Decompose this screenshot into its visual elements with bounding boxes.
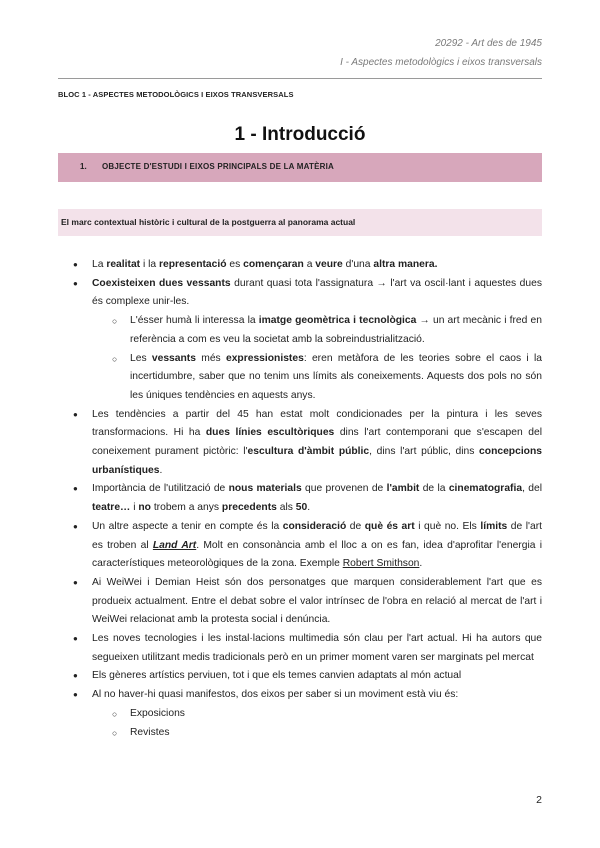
list-item: ● La realitat i la representació es començaran a veure d'una altra manera. xyxy=(58,256,542,275)
page-title: 1 - Introducció xyxy=(234,124,366,145)
list-item: ● Importància de l'utilització de nous materials que provenen de l'ambit de la cinematografia, del teatre… i no trobem a anys precedents als 50. xyxy=(58,480,542,517)
sub-list-item: ○ L'ésser humà li interessa la imatge geomètrica i tecnològica → un art mecànic i fred en referència a com es veu la societat amb la sobreindustrialització. xyxy=(92,312,542,349)
sub-list-item: ○ Exposicions xyxy=(92,705,542,724)
section-number: 1. xyxy=(80,162,87,171)
list-item: ● Les noves tecnologies i les instal·lacions multimedia són clau per l'art actual. Hi ha autors que segueixen utilitzant medis tradicionals però en un primer moment varen ser marginats pel mercat xyxy=(58,630,542,667)
sub-list xyxy=(92,705,542,742)
subsection-heading-band xyxy=(58,209,542,236)
bloc-heading: BLOC 1 - ASPECTES METODOLÒGICS I EIXOS TRANSVERSALS xyxy=(58,90,294,99)
sub-list xyxy=(92,312,542,406)
list-item: ● Les tendències a partir del 45 han estat molt condicionades per la pintura i les seves transformacions. Hi ha dues línies escultòriques dins l'art contemporani que s'escapen del coneixement purament pictòric: l'escultura d'àmbit públic, dins l'art públic, dins concepcions urbanístiques. xyxy=(58,406,542,481)
list-item: ● Un altre aspecte a tenir en compte és la consideració de què és art i què no. Els límits de l'art es troben al Land Art. Molt en consonància amb el lloc a on es fan, idea d'aprofitar l'energia i característiques meteorològiques de la zona. Exemple Robert Smithson. xyxy=(58,518,542,574)
list-item: ● Coexisteixen dues vessants durant quasi tota l'assignatura → l'art va oscil·lant i aquestes dues és complexe unir-les. ○ L'ésser humà li interessa la imatge geomètrica i tecnològica → un art mecànic i fred en referència a com es veu la societat amb la sobreindustrialització. ○ Les vessants més expressionistes: eren metàfora de les teories sobre el caos i la incertidumbre, saber que no tenim uns límits als coneixements. Aquests dos pols no són les úniques tendències en aquests anys. xyxy=(58,275,542,406)
bullet-list xyxy=(58,256,542,742)
list-item: ● Els gèneres artístics perviuen, tot i que els temes canvien adaptats al món actual xyxy=(58,667,542,686)
header-topic: I - Aspectes metodològics i eixos transversals xyxy=(340,57,542,68)
subsection-title: El marc contextual històric i cultural de la postguerra al panorama actual xyxy=(61,217,356,227)
robert-smithson-link[interactable]: Robert Smithson xyxy=(342,558,420,570)
page-number: 2 xyxy=(536,794,542,806)
sub-list-item: ○ Les vessants més expressionistes: eren metàfora de les teories sobre el caos i la incertidumbre, saber que no tenim uns límits als coneixements. Aquests dos pols no són les úniques tendències en aquests anys. xyxy=(92,350,542,406)
section-heading-band xyxy=(58,153,542,182)
header-divider xyxy=(58,78,542,79)
sub-list-item: ○ Revistes xyxy=(92,724,542,743)
list-item: ● Al no haver-hi quasi manifestos, dos eixos per saber si un moviment està viu és: ○ Exposicions ○ Revistes xyxy=(58,686,542,742)
list-item: ● Ai WeiWei i Demian Heist són dos personatges que marquen considerablement l'art que es produeix actualment. Entre el debat sobre el valor intrínsec de l'obra en relació al mercat de l'art i WeiWei relacionat amb la protesta social i denúncia. xyxy=(58,574,542,630)
header-course: 20292 - Art des de 1945 xyxy=(435,38,542,49)
section-title: OBJECTE D'ESTUDI I EIXOS PRINCIPALS DE LA MATÈRIA xyxy=(102,162,335,171)
